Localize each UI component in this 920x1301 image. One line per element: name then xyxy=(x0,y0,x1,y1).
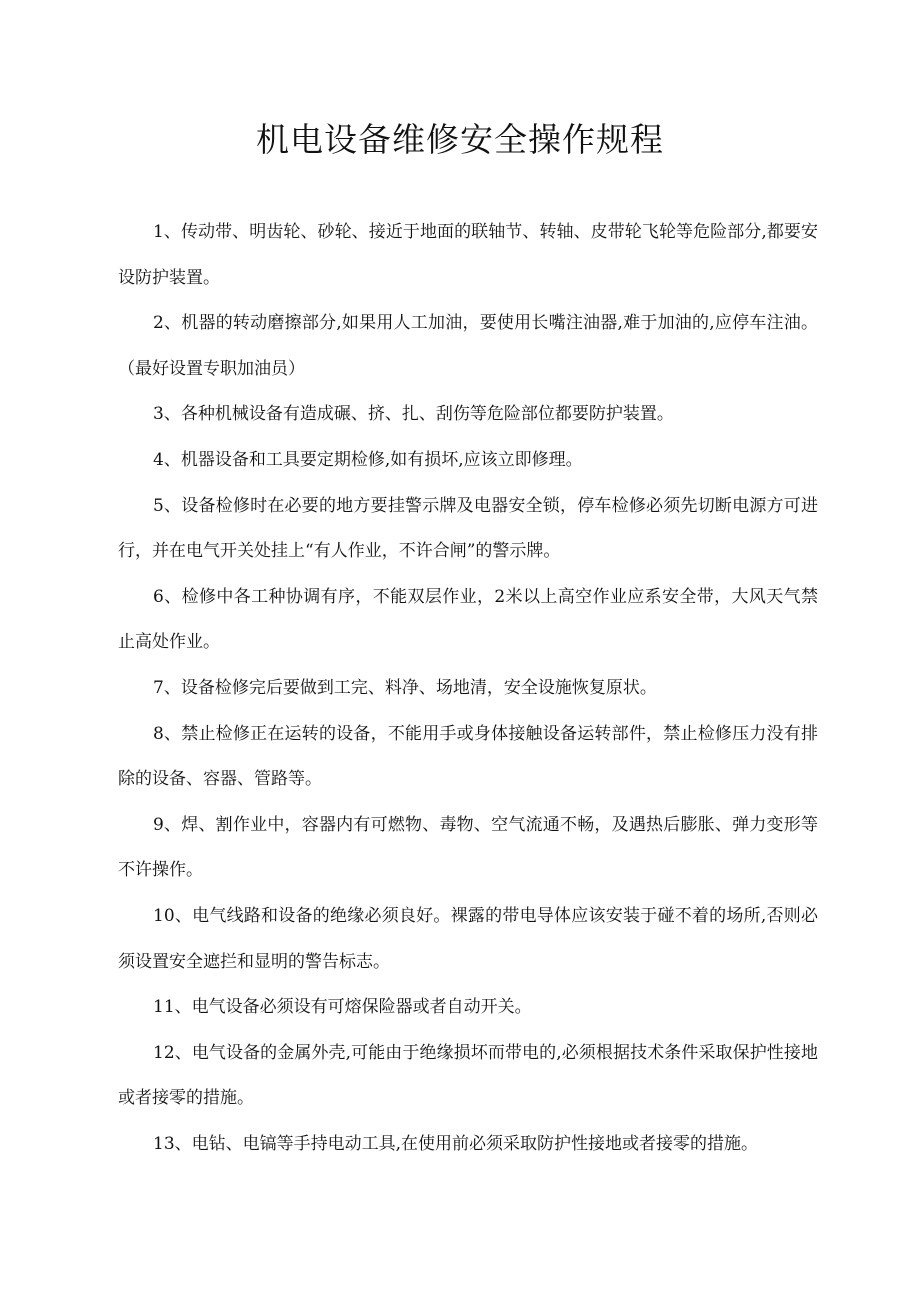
document-body xyxy=(118,210,818,1167)
paragraph-5: 5、设备检修时在必要的地方要挂警示牌及电器安全锁，停车检修必须先切断电源方可进行，并在电气开关处挂上“有人作业，不许合闸”的警示牌。 xyxy=(118,495,818,562)
paragraph-11: 11、电气设备必须设有可熔保险器或者自动开关。 xyxy=(153,997,532,1018)
paragraph-6: 6、检修中各工种协调有序，不能双层作业，2米以上高空作业应系安全带，大风天气禁止高处作业。 xyxy=(118,586,818,653)
paragraph-1: 1、传动带、明齿轮、砂轮、接近于地面的联轴节、转轴、皮带轮飞轮等危险部分,都要安设防护装置。 xyxy=(118,222,818,288)
document-title: 机电设备维修安全操作规程 xyxy=(256,120,664,159)
paragraph-13: 13、电钻、电镐等手持电动工具,在使用前必须采取防护性接地或者接零的措施。 xyxy=(153,1133,759,1154)
paragraph-12: 12、电气设备的金属外壳,可能由于绝缘损坏而带电的,必须根据技术条件采取保护性接地或者接零的措施。 xyxy=(118,1042,818,1109)
paragraph-4: 4、机器设备和工具要定期检修,如有损坏,应该立即修理。 xyxy=(153,449,583,470)
paragraph-7: 7、设备检修完后要做到工完、料净、场地清，安全设施恢复原状。 xyxy=(153,677,657,698)
paragraph-8: 8、禁止检修正在运转的设备，不能用手或身体接触设备运转部件，禁止检修压力没有排除的设备、容器、管路等。 xyxy=(118,723,818,790)
paragraph-2: 2、机器的转动磨擦部分,如果用人工加油，要使用长嘴注油器,难于加油的,应停车注油。（最好设置专职加油员） xyxy=(118,313,818,379)
paragraph-9: 9、焊、割作业中，容器内有可燃物、毒物、空气流通不畅，及遇热后膨胀、弹力变形等不许操作。 xyxy=(118,814,818,881)
paragraph-10: 10、电气线路和设备的绝缘必须良好。裸露的带电导体应该安装于碰不着的场所,否则必须设置安全遮拦和显明的警告标志。 xyxy=(118,905,818,972)
paragraph-3: 3、各种机械设备有造成碾、挤、扎、刮伤等危险部位都要防护装置。 xyxy=(153,404,674,425)
